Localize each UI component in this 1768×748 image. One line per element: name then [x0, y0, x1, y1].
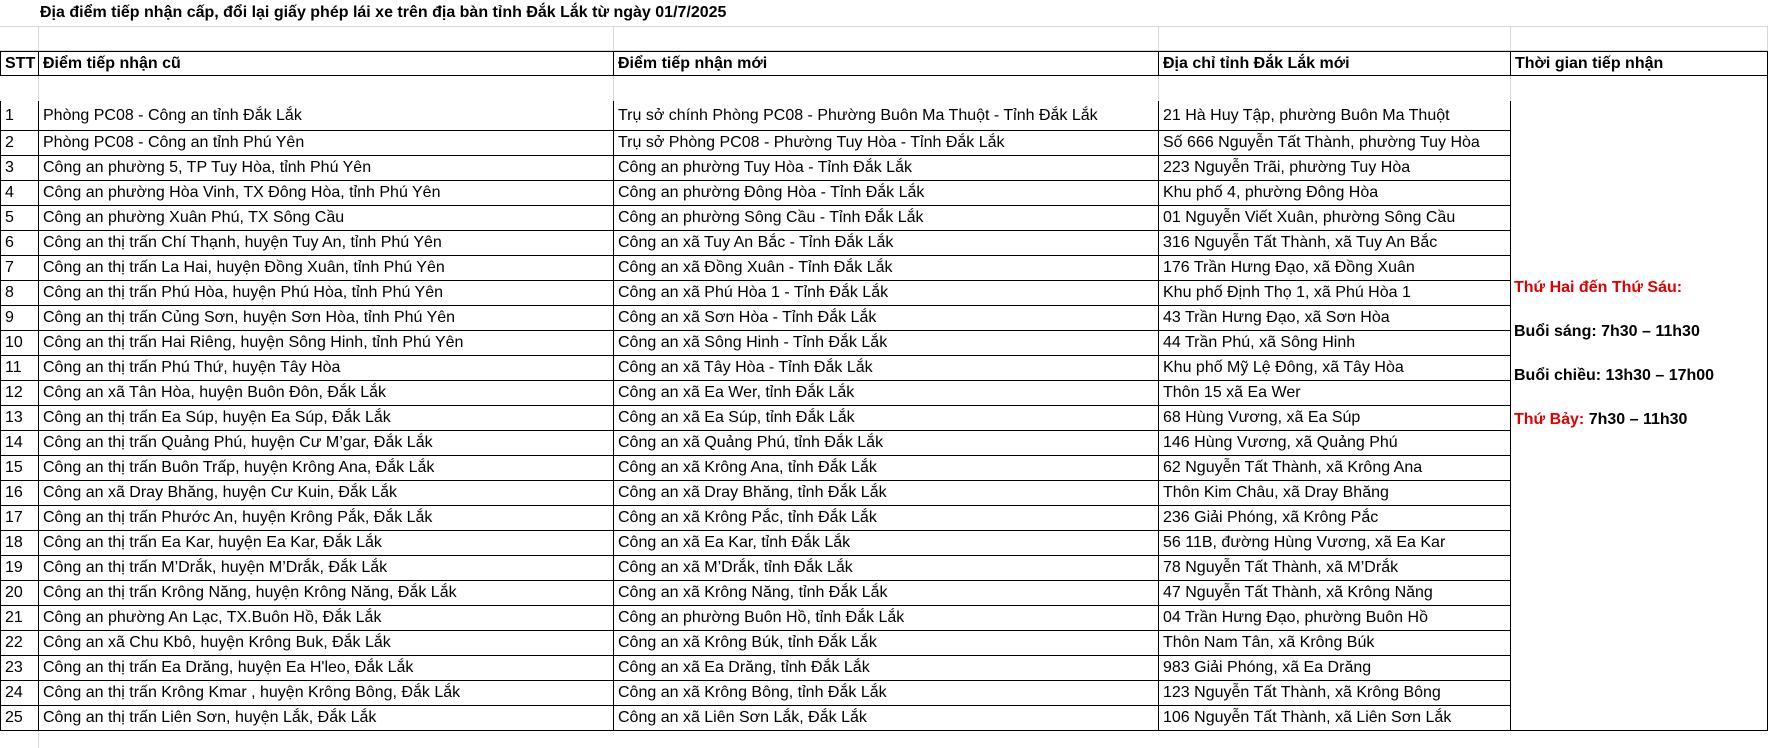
row-new-address[interactable]: Thôn Kim Châu, xã Dray Bhăng: [1159, 481, 1511, 506]
row-new-address[interactable]: Khu phố 4, phường Đông Hòa: [1159, 181, 1511, 206]
row-new-location[interactable]: Công an xã Quảng Phú, tỉnh Đắk Lắk: [614, 431, 1159, 456]
row-stt[interactable]: 25: [0, 706, 39, 731]
row-old-location[interactable]: Công an xã Tân Hòa, huyện Buôn Đôn, Đắk Lắk: [39, 381, 614, 406]
row-stt[interactable]: 12: [0, 381, 39, 406]
row-new-address[interactable]: 43 Trần Hưng Đạo, xã Sơn Hòa: [1159, 306, 1511, 331]
row-stt[interactable]: 11: [0, 356, 39, 381]
row-new-address[interactable]: 983 Giải Phóng, xã Ea Drăng: [1159, 656, 1511, 681]
row-old-location[interactable]: Phòng PC08 - Công an tỉnh Đắk Lắk: [39, 101, 614, 131]
reception-time-cell[interactable]: [1511, 76, 1768, 731]
row-new-address[interactable]: 47 Nguyễn Tất Thành, xã Krông Năng: [1159, 581, 1511, 606]
row-new-location[interactable]: Công an xã Krông Năng, tỉnh Đắk Lắk: [614, 581, 1159, 606]
row-new-location[interactable]: Công an phường Tuy Hòa - Tỉnh Đắk Lắk: [614, 156, 1159, 181]
row-stt[interactable]: 15: [0, 456, 39, 481]
row-new-location[interactable]: Công an xã Ea Wer, tỉnh Đắk Lắk: [614, 381, 1159, 406]
row-new-address[interactable]: Thôn Nam Tân, xã Krông Búk: [1159, 631, 1511, 656]
row-new-address[interactable]: 44 Trần Phú, xã Sông Hinh: [1159, 331, 1511, 356]
row-new-address[interactable]: 21 Hà Huy Tập, phường Buôn Ma Thuột: [1159, 101, 1511, 131]
empty-cell[interactable]: [614, 76, 1159, 101]
row-new-address[interactable]: 78 Nguyễn Tất Thành, xã M’Drắk: [1159, 556, 1511, 581]
row-new-address[interactable]: 236 Giải Phóng, xã Krông Pắc: [1159, 506, 1511, 531]
empty-cell[interactable]: [0, 731, 39, 748]
header-reception-time[interactable]: Thời gian tiếp nhận: [1511, 51, 1768, 76]
row-stt[interactable]: 10: [0, 331, 39, 356]
row-new-location[interactable]: Công an xã Krông Ana, tỉnh Đắk Lắk: [614, 456, 1159, 481]
morning-hours: Buổi sáng: 7h30 – 11h30: [1514, 323, 1700, 340]
row-new-address[interactable]: Số 666 Nguyễn Tất Thành, phường Tuy Hòa: [1159, 131, 1511, 156]
row-old-location[interactable]: Công an thị trấn Phước An, huyện Krông Pắk, Đắk Lắk: [39, 506, 614, 531]
row-new-location[interactable]: Công an xã Krông Búk, tỉnh Đắk Lắk: [614, 631, 1159, 656]
row-new-location[interactable]: Công an xã Tuy An Bắc - Tỉnh Đắk Lắk: [614, 231, 1159, 256]
row-old-location[interactable]: Công an thị trấn Củng Sơn, huyện Sơn Hòa, tỉnh Phú Yên: [39, 306, 614, 331]
weekday-label: Thứ Hai đến Thứ Sáu:: [1514, 279, 1683, 296]
row-new-location[interactable]: Công an xã Ea Drăng, tỉnh Đắk Lắk: [614, 656, 1159, 681]
row-old-location[interactable]: Công an phường Xuân Phú, TX Sông Cầu: [39, 206, 614, 231]
row-stt[interactable]: 14: [0, 431, 39, 456]
row-old-location[interactable]: Công an thị trấn M’Drắk, huyện M’Drắk, Đắk Lắk: [39, 556, 614, 581]
row-new-address[interactable]: 106 Nguyễn Tất Thành, xã Liên Sơn Lắk: [1159, 706, 1511, 731]
header-new-address[interactable]: Địa chỉ tỉnh Đắk Lắk mới: [1159, 51, 1511, 76]
empty-cell[interactable]: [1159, 76, 1511, 101]
row-new-location[interactable]: Công an phường Buôn Hồ, tỉnh Đắk Lắk: [614, 606, 1159, 631]
row-new-location[interactable]: Công an xã Liên Sơn Lắk, Đắk Lắk: [614, 706, 1159, 731]
row-old-location[interactable]: Công an phường Hòa Vinh, TX Đông Hòa, tỉnh Phú Yên: [39, 181, 614, 206]
row-old-location[interactable]: Công an thị trấn Quảng Phú, huyện Cư M’gar, Đắk Lắk: [39, 431, 614, 456]
row-new-location[interactable]: Công an phường Sông Cầu - Tỉnh Đắk Lắk: [614, 206, 1159, 231]
row-stt[interactable]: 23: [0, 656, 39, 681]
empty-cell[interactable]: [39, 76, 614, 101]
row-new-address[interactable]: 223 Nguyễn Trãi, phường Tuy Hòa: [1159, 156, 1511, 181]
row-stt[interactable]: 7: [0, 256, 39, 281]
sheet-title[interactable]: Địa điểm tiếp nhận cấp, đổi lại giấy phép lái xe trên địa bàn tỉnh Đắk Lắk từ ngày 01/7/2025: [0, 0, 1768, 27]
row-stt[interactable]: 3: [0, 156, 39, 181]
row-old-location[interactable]: Công an xã Dray Bhăng, huyện Cư Kuin, Đắk Lắk: [39, 481, 614, 506]
row-new-address[interactable]: 04 Trần Hưng Đạo, phường Buôn Hồ: [1159, 606, 1511, 631]
row-old-location[interactable]: Công an xã Chu Kbô, huyện Krông Buk, Đắk Lắk: [39, 631, 614, 656]
row-new-location[interactable]: Trụ sở Phòng PC08 - Phường Tuy Hòa - Tỉnh Đắk Lắk: [614, 131, 1159, 156]
row-new-location[interactable]: Công an xã Krông Pắc, tỉnh Đắk Lắk: [614, 506, 1159, 531]
row-old-location[interactable]: Công an phường An Lạc, TX.Buôn Hồ, Đắk Lắk: [39, 606, 614, 631]
row-stt[interactable]: 9: [0, 306, 39, 331]
row-stt[interactable]: 20: [0, 581, 39, 606]
row-new-address[interactable]: 123 Nguyễn Tất Thành, xã Krông Bông: [1159, 681, 1511, 706]
row-stt[interactable]: 8: [0, 281, 39, 306]
row-stt[interactable]: 21: [0, 606, 39, 631]
row-stt[interactable]: 13: [0, 406, 39, 431]
row-old-location[interactable]: Công an thị trấn Ea Kar, huyện Ea Kar, Đắk Lắk: [39, 531, 614, 556]
row-new-location[interactable]: Công an xã M’Drắk, tỉnh Đắk Lắk: [614, 556, 1159, 581]
row-stt[interactable]: 4: [0, 181, 39, 206]
row-old-location[interactable]: Phòng PC08 - Công an tỉnh Phú Yên: [39, 131, 614, 156]
row-new-location[interactable]: Trụ sở chính Phòng PC08 - Phường Buôn Ma Thuột - Tỉnh Đắk Lắk: [614, 101, 1159, 131]
empty-cell[interactable]: [0, 76, 39, 101]
row-new-address[interactable]: Thôn 15 xã Ea Wer: [1159, 381, 1511, 406]
row-new-location[interactable]: Công an xã Phú Hòa 1 - Tỉnh Đắk Lắk: [614, 281, 1159, 306]
row-new-location[interactable]: Công an phường Đông Hòa - Tỉnh Đắk Lắk: [614, 181, 1159, 206]
row-new-location[interactable]: Công an xã Krông Bông, tỉnh Đắk Lắk: [614, 681, 1159, 706]
row-new-address[interactable]: Khu phố Định Thọ 1, xã Phú Hòa 1: [1159, 281, 1511, 306]
row-old-location[interactable]: Công an thị trấn Krông Năng, huyện Krông Năng, Đắk Lắk: [39, 581, 614, 606]
row-old-location[interactable]: Công an thị trấn Phú Hòa, huyện Phú Hòa, tỉnh Phú Yên: [39, 281, 614, 306]
blank-cell[interactable]: [39, 27, 614, 51]
row-new-location[interactable]: Công an xã Tây Hòa - Tỉnh Đắk Lắk: [614, 356, 1159, 381]
row-new-address[interactable]: 62 Nguyễn Tất Thành, xã Krông Ana: [1159, 456, 1511, 481]
row-new-location[interactable]: Công an xã Sơn Hòa - Tỉnh Đắk Lắk: [614, 306, 1159, 331]
row-stt[interactable]: 1: [0, 101, 39, 131]
row-old-location[interactable]: Công an thị trấn Krông Kmar , huyện Krông Bông, Đắk Lắk: [39, 681, 614, 706]
row-stt[interactable]: 16: [0, 481, 39, 506]
row-old-location[interactable]: Công an thị trấn Buôn Trấp, huyện Krông Ana, Đắk Lắk: [39, 456, 614, 481]
row-old-location[interactable]: Công an thị trấn Chí Thạnh, huyện Tuy An, tỉnh Phú Yên: [39, 231, 614, 256]
row-new-address[interactable]: 56 11B, đường Hùng Vương, xã Ea Kar: [1159, 531, 1511, 556]
row-new-address[interactable]: 01 Nguyễn Viết Xuân, phường Sông Cầu: [1159, 206, 1511, 231]
row-new-location[interactable]: Công an xã Ea Kar, tỉnh Đắk Lắk: [614, 531, 1159, 556]
row-new-address[interactable]: 176 Trần Hưng Đạo, xã Đồng Xuân: [1159, 256, 1511, 281]
row-old-location[interactable]: Công an thị trấn La Hai, huyện Đồng Xuân, tỉnh Phú Yên: [39, 256, 614, 281]
saturday-hours: [1514, 411, 1687, 429]
afternoon-hours: Buổi chiều: 13h30 – 17h00: [1514, 367, 1715, 384]
blank-cell[interactable]: [0, 27, 39, 51]
row-stt[interactable]: 19: [0, 556, 39, 581]
row-new-address[interactable]: 146 Hùng Vương, xã Quảng Phú: [1159, 431, 1511, 456]
row-new-address[interactable]: 68 Hùng Vương, xã Ea Súp: [1159, 406, 1511, 431]
header-stt[interactable]: STT: [0, 51, 39, 76]
saturday-time: 7h30 – 11h30: [1584, 411, 1688, 428]
row-new-location[interactable]: Công an xã Đồng Xuân - Tỉnh Đắk Lắk: [614, 256, 1159, 281]
header-old-location[interactable]: Điểm tiếp nhận cũ: [39, 51, 614, 76]
row-stt[interactable]: 18: [0, 531, 39, 556]
row-stt[interactable]: 24: [0, 681, 39, 706]
row-new-address[interactable]: 316 Nguyễn Tất Thành, xã Tuy An Bắc: [1159, 231, 1511, 256]
header-new-location[interactable]: Điểm tiếp nhận mới: [614, 51, 1159, 76]
row-stt[interactable]: 22: [0, 631, 39, 656]
row-new-location[interactable]: Công an xã Dray Bhăng, tỉnh Đắk Lắk: [614, 481, 1159, 506]
row-old-location[interactable]: Công an phường 5, TP Tuy Hòa, tỉnh Phú Yên: [39, 156, 614, 181]
row-stt[interactable]: 6: [0, 231, 39, 256]
row-old-location[interactable]: Công an thị trấn Ea Drăng, huyện Ea H'leo, Đắk Lắk: [39, 656, 614, 681]
row-new-location[interactable]: Công an xã Sông Hinh - Tỉnh Đắk Lắk: [614, 331, 1159, 356]
row-old-location[interactable]: Công an thị trấn Liên Sơn, huyện Lắk, Đắk Lắk: [39, 706, 614, 731]
row-stt[interactable]: 2: [0, 131, 39, 156]
row-new-address[interactable]: Khu phố Mỹ Lệ Đông, xã Tây Hòa: [1159, 356, 1511, 381]
blank-cell[interactable]: [1511, 27, 1768, 51]
row-stt[interactable]: 5: [0, 206, 39, 231]
blank-cell[interactable]: [1159, 27, 1511, 51]
row-old-location[interactable]: Công an thị trấn Phú Thứ, huyện Tây Hòa: [39, 356, 614, 381]
blank-cell[interactable]: [614, 27, 1159, 51]
row-new-location[interactable]: Công an xã Ea Súp, tỉnh Đắk Lắk: [614, 406, 1159, 431]
row-old-location[interactable]: Công an thị trấn Hai Riêng, huyện Sông Hinh, tỉnh Phú Yên: [39, 331, 614, 356]
row-old-location[interactable]: Công an thị trấn Ea Súp, huyện Ea Súp, Đắk Lắk: [39, 406, 614, 431]
row-stt[interactable]: 17: [0, 506, 39, 531]
saturday-label: Thứ Bảy:: [1514, 411, 1585, 428]
